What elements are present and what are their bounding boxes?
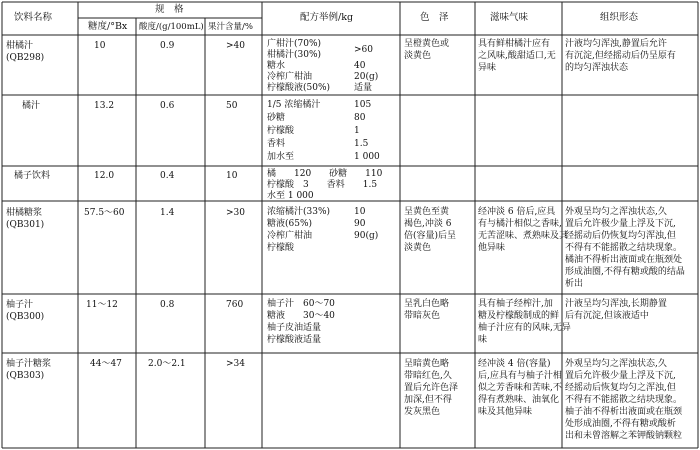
- recipe-item: 柑橘汁(30%): [267, 50, 322, 60]
- row-acid: 0.6: [160, 101, 175, 111]
- recipe-item: 糖水: [267, 61, 286, 71]
- recipe-item: 柠檬酸液(50%): [267, 83, 331, 93]
- recipe-item: 冷榨广柑油: [267, 72, 313, 82]
- row-color: 呈黄色至黄 褐色,冲淡 6 倍(容量)后呈 淡黄色: [404, 207, 457, 253]
- row-tissue: 外观呈均匀之浑浊状态,久 置后允许极少量上浮及下沉, 经摇动后仍恢复均匀浑浊,但 不得有不能摇散之结块现象。 橘油不得析出液面或在瓶颈处 形成油圈,不得有糖或酸的结晶 析出: [565, 207, 685, 289]
- row-juice: >34: [226, 359, 245, 369]
- row-acid: 0.9: [160, 41, 175, 51]
- recipe-item: 香料: [267, 139, 286, 149]
- row-color: 呈乳白色略 带暗灰色: [404, 299, 450, 321]
- header-spec-group: 规 格: [155, 4, 184, 15]
- recipe-qty: 适量: [354, 83, 373, 93]
- header-name: 饮料名称: [14, 12, 53, 23]
- recipe-line: 水至 1 000: [267, 191, 314, 201]
- recipe-qty: 90(g): [354, 231, 379, 241]
- header-recipe: 配方举例/kg: [300, 12, 354, 23]
- row-juice: 10: [226, 171, 238, 181]
- recipe-item: 柚子汁 60～70: [267, 299, 335, 309]
- header-color: 色 泽: [420, 12, 449, 23]
- row-acid: 0.4: [160, 171, 175, 181]
- row-name: 柑橘汁 (QB298): [6, 41, 45, 63]
- recipe-qty: >60: [354, 45, 373, 55]
- row-juice: 760: [226, 300, 244, 310]
- row-flavor: 经冲淡 4 倍(容量) 后,应具有与柚子汁相 似之芳香味和苦味,不 得有煮熟味、油氧化 味及其他异味: [478, 359, 562, 417]
- recipe-item: 糖液(65%): [267, 219, 313, 229]
- row-sugar: 10: [94, 41, 106, 51]
- row-acid: 0.8: [160, 300, 175, 310]
- row-sugar: 44～47: [90, 359, 122, 369]
- row-sugar: 13.2: [94, 101, 115, 111]
- recipe-qty: 1: [354, 126, 360, 136]
- header-sugar: 糖度/°Bx: [88, 21, 128, 32]
- row-name: 柑橘糖浆 (QB301): [6, 208, 45, 230]
- recipe-line: 橘 120 砂糖 110: [267, 169, 383, 179]
- recipe-qty: 105: [354, 100, 372, 110]
- recipe-qty: 1 000: [354, 152, 380, 162]
- row-name: 橘汁: [22, 101, 41, 111]
- row-sugar: 57.5～60: [84, 208, 125, 218]
- recipe-item: 加水至: [267, 152, 295, 162]
- recipe-qty: 90: [354, 219, 366, 229]
- recipe-item: 柠檬酸: [267, 243, 295, 253]
- header-tissue: 组织形态: [600, 12, 639, 23]
- recipe-qty: 80: [354, 113, 366, 123]
- recipe-item: 浓缩橘汁(33%): [267, 207, 331, 217]
- row-juice: 50: [226, 101, 238, 111]
- row-flavor: 具有鲜柑橘汁应有 之风味,酸甜适口,无 异味: [478, 39, 556, 73]
- header-acid: 酸度/(g/100mL): [139, 22, 204, 32]
- row-name: 橘子饮料: [14, 171, 51, 181]
- recipe-item: 糖液 30～40: [267, 311, 335, 321]
- row-tissue: 汁液呈均匀浑浊,长期静置 后有沉淀,但该液适中: [565, 299, 667, 321]
- header-juice: 果汁含量/%: [208, 22, 253, 32]
- row-name: 柚子汁 (QB300): [6, 300, 45, 322]
- row-flavor: 经冲淡 6 倍后,应具 有与橘汁相似之香味, 无苦涩味、煮熟味及其 他异味: [478, 207, 569, 253]
- row-sugar: 12.0: [94, 171, 115, 181]
- recipe-item: 冷榨广柑油: [267, 231, 313, 241]
- recipe-item: 柚子皮油适量: [267, 323, 322, 333]
- recipe-qty: 10: [354, 207, 366, 217]
- recipe-line: 柠檬酸 3 香料 1.5: [267, 180, 378, 190]
- row-color: 呈橙黄色或 淡黄色: [404, 39, 450, 61]
- recipe-item: 砂糖: [267, 113, 286, 123]
- recipe-qty: 20(g): [354, 72, 379, 82]
- row-sugar: 11～12: [86, 300, 118, 310]
- row-juice: >40: [226, 41, 245, 51]
- row-acid: 2.0～2.1: [148, 359, 186, 369]
- header-flavor: 滋味气味: [490, 12, 529, 23]
- recipe-item: 柠檬酸: [267, 126, 295, 136]
- recipe-item: 广柑汁(70%): [267, 39, 322, 49]
- row-name: 柚子汁糖浆 (QB303): [6, 359, 52, 381]
- row-juice: >30: [226, 208, 245, 218]
- row-tissue: 外观呈均匀之浑浊状态,久 置后允许极少量上浮及下沉, 经摇动后恢复均匀之浑浊,但 不得有不能摇散之结块现象。 柚子油不得析出液面或在瓶颈 处形成油圈,不得有糖或酸析 出和未曾溶解之苯钾酸钠颗粒: [565, 359, 683, 441]
- recipe-item: 1/5 浓缩橘汁: [267, 100, 321, 110]
- recipe-qty: 40: [354, 61, 366, 71]
- recipe-qty: 1.5: [354, 139, 369, 149]
- row-tissue: 汁液均匀浑浊,静置后允许 有沉淀,但经摇动后仍呈原有 的均匀浑浊状态: [565, 39, 676, 73]
- row-acid: 1.4: [160, 208, 175, 218]
- recipe-item: 柠檬酸液适量: [267, 335, 322, 345]
- row-flavor: 具有柚子经榨汁,加 糖及柠檬酸制成的鲜 柚子汁应有的风味,无异 味: [478, 299, 571, 345]
- row-color: 呈暗黄色略 带暗红色,久 置后允许色泽 加深,但不得 发灰黑色: [404, 359, 459, 417]
